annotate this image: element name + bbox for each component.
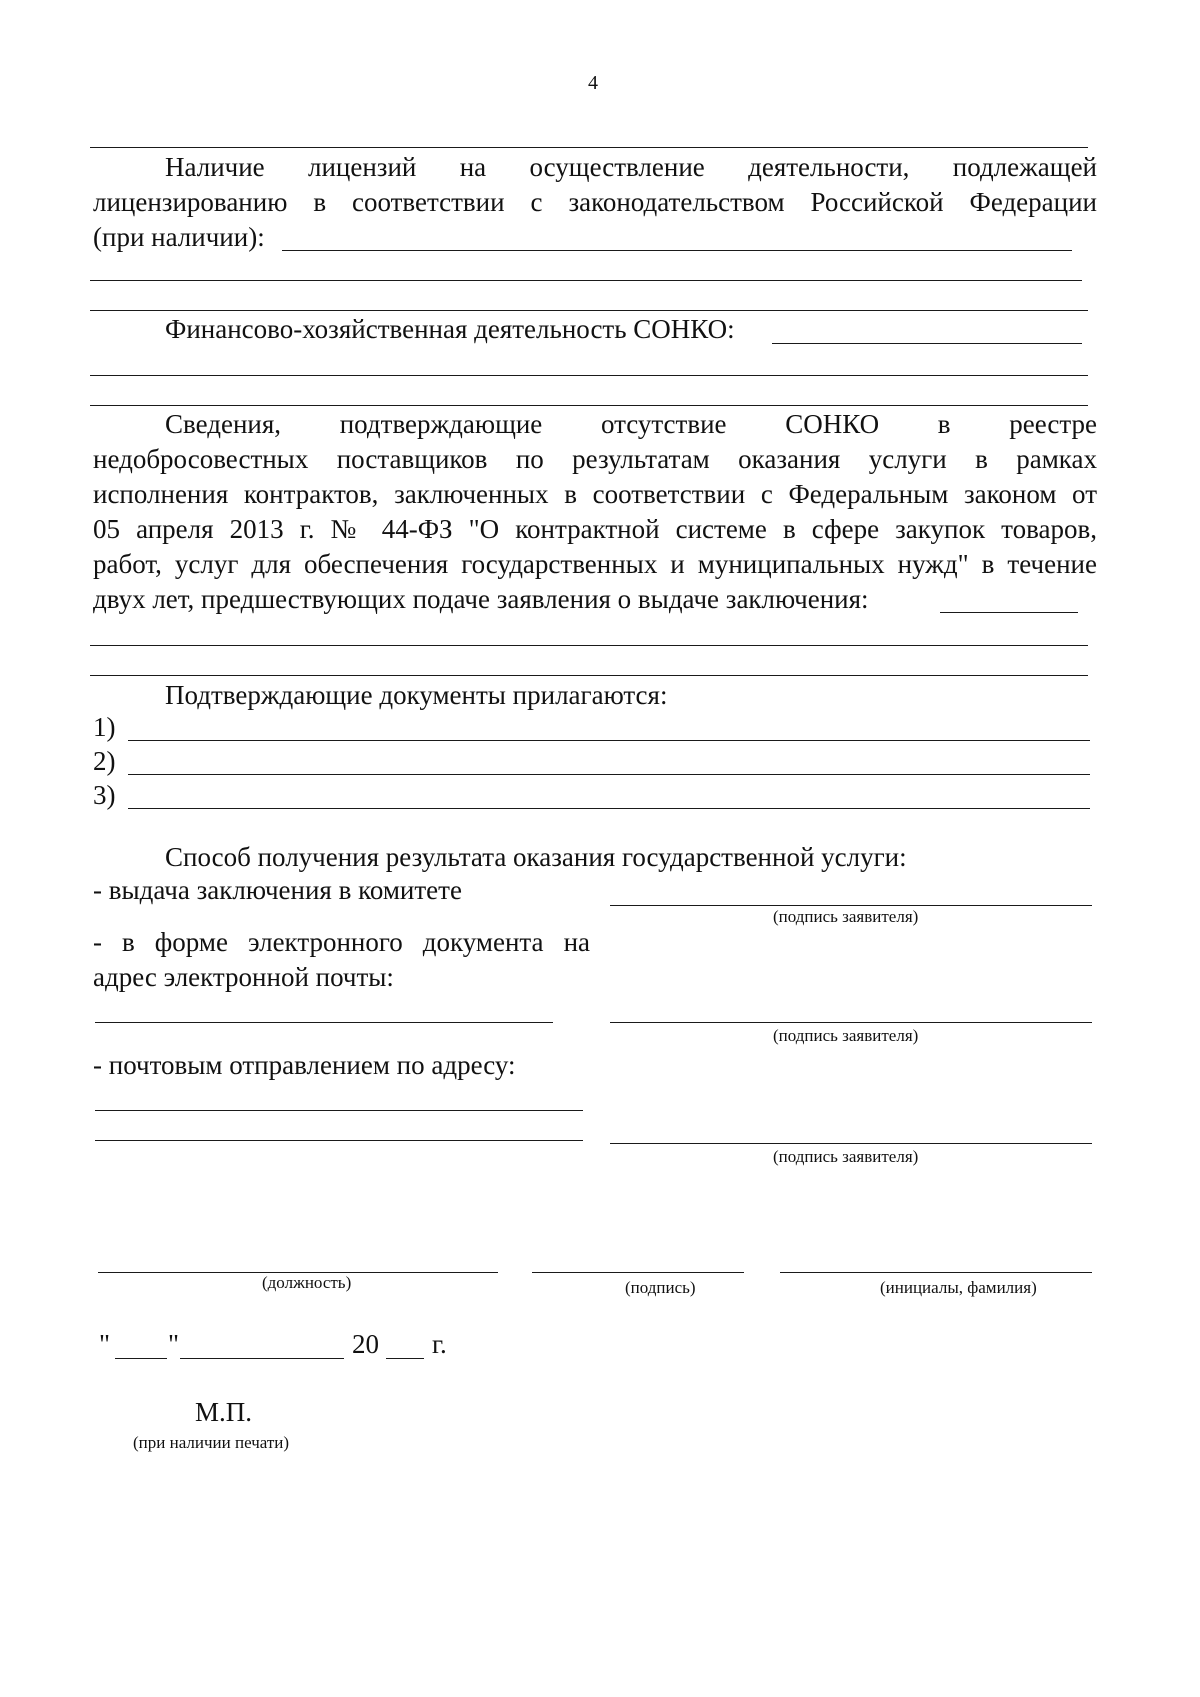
registry-text-line-3: исполнения контрактов, заключенных в соответствии с Федеральным законом от [93,479,1097,509]
page-number: 4 [588,72,598,94]
registry-text-line-6: двух лет, предшествующих подаче заявления о выдаче заключения: [93,584,869,614]
licenses-field-extra-2[interactable] [90,310,1088,311]
signature-line-post[interactable] [610,1143,1092,1144]
postal-address-field-1[interactable] [95,1110,583,1111]
delivery-option-email-line-2: адрес электронной почты: [93,962,394,992]
licenses-text-line-3: (при наличии): [93,222,265,252]
registry-text-line-2: недобросовестных поставщиков по результатам оказания услуги в рамках [93,444,1097,474]
licenses-text-line-2: лицензированию в соответствии с законодательством Российской Федерации [93,187,1097,217]
signature-caption: (подпись) [625,1278,696,1297]
separator-line [90,147,1088,148]
licenses-field-extra-1[interactable] [90,280,1082,281]
stamp-note: (при наличии печати) [133,1433,290,1452]
registry-text-line-4: 05 апреля 2013 г. № 44-ФЗ "О контрактной системе в сфере закупок товаров, [93,514,1097,544]
financial-field-extra-2[interactable] [90,405,1088,406]
position-caption: (должность) [262,1273,352,1292]
financial-field[interactable] [772,343,1082,344]
name-line[interactable] [780,1272,1092,1273]
date-year-field[interactable] [386,1358,424,1359]
document-item-field-1[interactable] [128,740,1090,741]
licenses-text-line-1: Наличие лицензий на осуществление деятельности, подлежащей [165,152,1097,182]
document-item-number-1: 1) [93,712,116,742]
delivery-heading: Способ получения результата оказания государственной услуги: [165,842,907,872]
stamp-label: М.П. [195,1397,253,1427]
registry-field-extra-1[interactable] [90,645,1088,646]
signature-line-office[interactable] [610,905,1092,906]
document-item-number-2: 2) [93,746,116,776]
signature-caption-email: (подпись заявителя) [773,1026,919,1045]
signature-line-email[interactable] [610,1022,1092,1023]
name-caption: (инициалы, фамилия) [880,1278,1037,1297]
delivery-option-email-line-1: - в форме электронного документа на [93,927,590,957]
date-month-field[interactable] [180,1358,344,1359]
document-item-field-3[interactable] [128,808,1090,809]
documents-heading: Подтверждающие документы прилагаются: [165,680,668,710]
date-quote-close: " [168,1329,180,1359]
signature-caption-office: (подпись заявителя) [773,907,919,926]
date-year-prefix: 20 [352,1329,379,1359]
financial-field-extra-1[interactable] [90,375,1088,376]
licenses-field[interactable] [282,250,1072,251]
date-year-suffix: г. [432,1329,447,1359]
registry-field-extra-2[interactable] [90,675,1088,676]
financial-label: Финансово-хозяйственная деятельность СОНКО: [165,314,735,344]
delivery-option-office: - выдача заключения в комитете [93,875,462,905]
date-day-field[interactable] [115,1358,167,1359]
registry-text-line-5: работ, услуг для обеспечения государственных и муниципальных нужд" в течение [93,549,1097,579]
delivery-option-post: - почтовым отправлением по адресу: [93,1050,516,1080]
signature-caption-post: (подпись заявителя) [773,1147,919,1166]
document-item-number-3: 3) [93,780,116,810]
registry-text-line-1: Сведения, подтверждающие отсутствие СОНКО в реестре [165,409,1097,439]
document-item-field-2[interactable] [128,774,1090,775]
postal-address-field-2[interactable] [95,1140,583,1141]
registry-field[interactable] [940,612,1078,613]
official-signature-line[interactable] [532,1272,744,1273]
date-quote-open: " [99,1329,111,1359]
email-address-field[interactable] [95,1022,553,1023]
